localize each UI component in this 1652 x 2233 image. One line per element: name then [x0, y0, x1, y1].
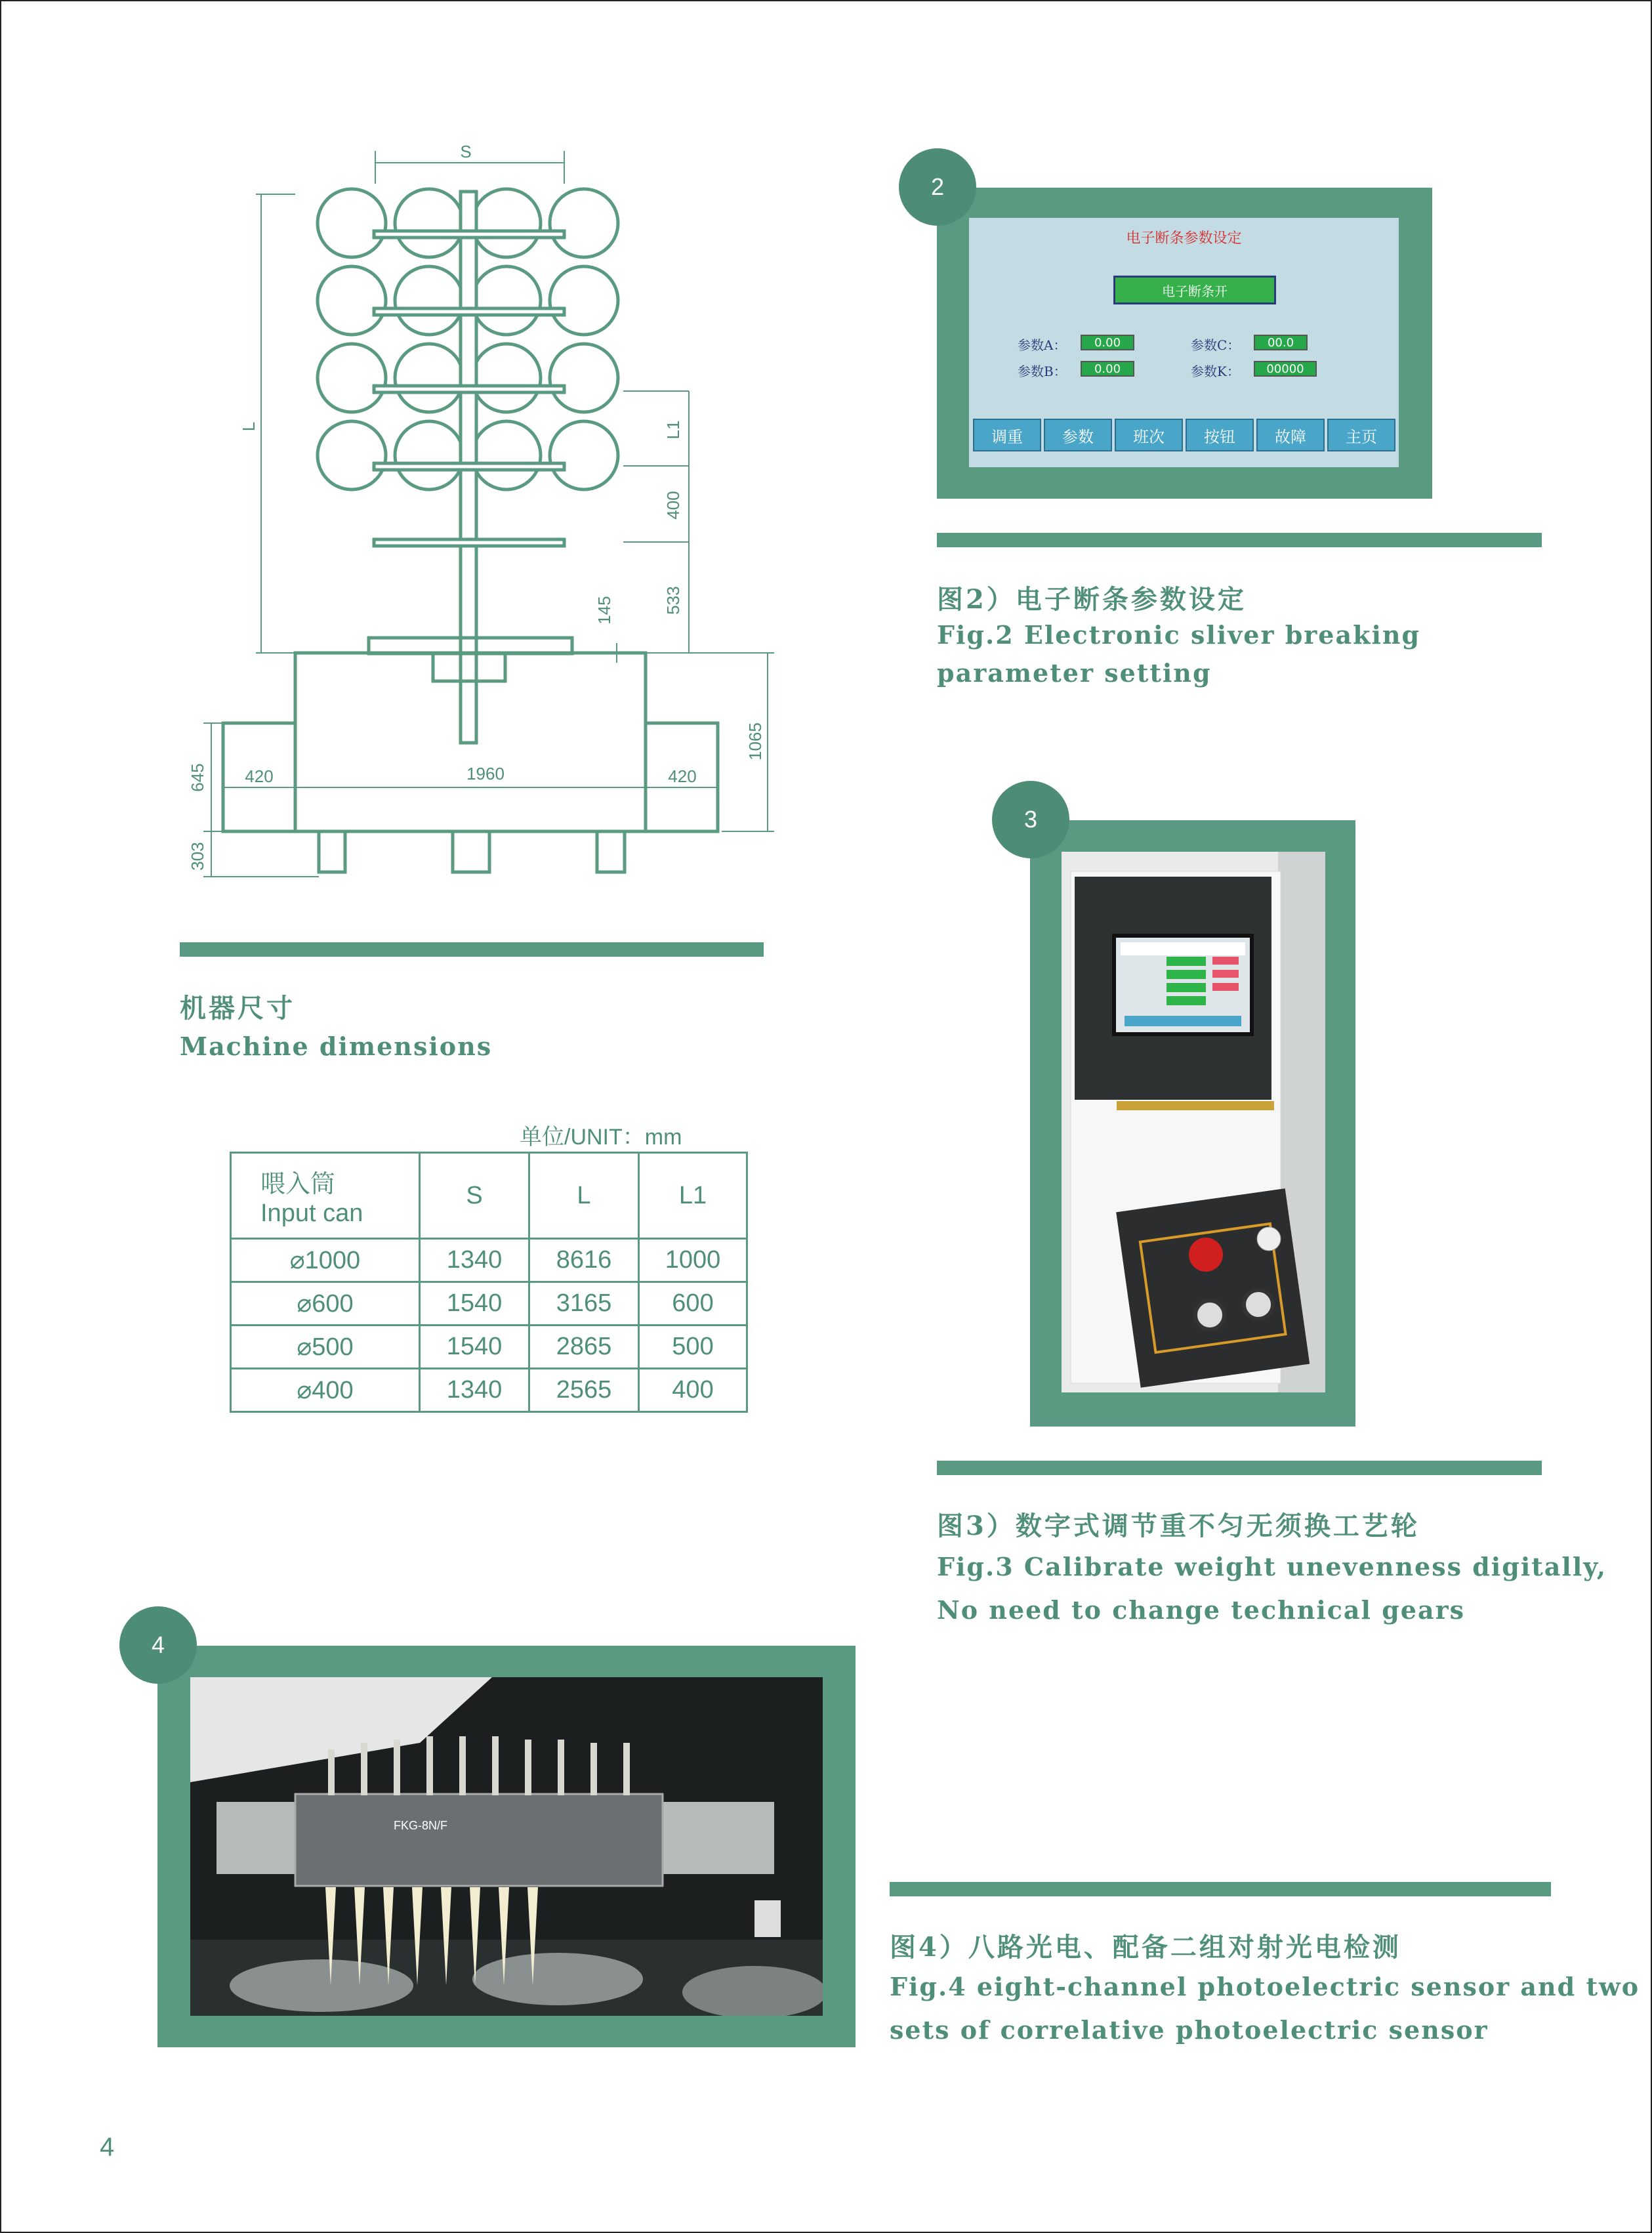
hmi-btn-home[interactable]: 主页 [1327, 419, 1395, 451]
fig4-badge: 4 [119, 1606, 197, 1684]
header-input-can-en: Input can [260, 1200, 363, 1227]
machine-dimension-diagram [164, 131, 820, 892]
diagram-caption-cn: 机器尺寸 [180, 993, 295, 1024]
hmi-btn-shift[interactable]: 班次 [1115, 419, 1183, 451]
header-l1: L1 [639, 1153, 747, 1239]
fig2-caption-en-2: parameter setting [937, 658, 1212, 688]
fig3-caption-en-2: No need to change technical gears [937, 1595, 1465, 1625]
param-b-label: 参数B： [1018, 364, 1067, 379]
fig2-divider [937, 533, 1542, 547]
header-s: S [420, 1153, 529, 1239]
table-row: ⌀600 1540 3165 600 [231, 1282, 747, 1325]
fig3-caption-cn: 图3）数字式调节重不匀无须换工艺轮 [937, 1511, 1420, 1541]
dim-420-left: 420 [245, 766, 274, 786]
dim-303: 303 [188, 842, 207, 871]
hmi-btn-fault[interactable]: 故障 [1256, 419, 1325, 451]
fig4-caption-cn: 图4）八路光电、配备二组对射光电检测 [890, 1932, 1401, 1963]
fig3-caption-en-1: Fig.3 Calibrate weight unevenness digitally, [937, 1552, 1607, 1581]
hmi-toggle-button[interactable]: 电子断条开 [1113, 276, 1276, 304]
param-k-field[interactable]: 00000 [1254, 361, 1317, 377]
fig3-divider [937, 1461, 1542, 1475]
fig4-caption-en-2: sets of correlative photoelectric sensor [890, 2015, 1489, 2045]
hmi-btn-params[interactable]: 参数 [1044, 419, 1112, 451]
dim-l1: L1 [663, 420, 683, 440]
fig2-hmi-screen [969, 218, 1399, 467]
fig3-badge: 3 [992, 781, 1069, 858]
hmi-btn-buttons[interactable]: 按钮 [1186, 419, 1254, 451]
dim-s: S [460, 142, 472, 161]
diagram-divider [180, 942, 764, 957]
dim-1065: 1065 [745, 722, 765, 761]
table-header-row [231, 1153, 747, 1239]
dim-400: 400 [663, 491, 683, 520]
dimension-table [230, 1152, 748, 1413]
fig2-badge: 2 [899, 148, 976, 226]
fig4-caption-en-1: Fig.4 eight-channel photoelectric sensor and two [890, 1972, 1640, 2001]
header-l: L [529, 1153, 639, 1239]
sensor-illustration [190, 1677, 823, 2016]
param-c-label: 参数C： [1191, 337, 1241, 353]
dim-420-right: 420 [668, 766, 697, 786]
dim-1960: 1960 [466, 764, 505, 783]
param-c-field[interactable]: 00.0 [1254, 335, 1308, 350]
device-label: FKG-8N/F [394, 1819, 448, 1832]
fig4-photo [190, 1677, 823, 2016]
fig2-caption-en-1: Fig.2 Electronic sliver breaking [937, 620, 1421, 650]
fig2-caption-cn: 图2）电子断条参数设定 [937, 584, 1247, 615]
param-k-label: 参数K： [1191, 364, 1240, 379]
table-row: ⌀1000 1340 8616 1000 [231, 1239, 747, 1282]
control-panel-illustration [1062, 852, 1325, 1392]
table-row: ⌀400 1340 2565 400 [231, 1369, 747, 1412]
param-a-label: 参数A： [1018, 337, 1067, 353]
page-number: 4 [100, 2133, 115, 2161]
diagram-caption-en: Machine dimensions [180, 1032, 493, 1061]
dim-645: 645 [188, 763, 207, 792]
hmi-title: 电子断条参数设定 [1126, 230, 1242, 247]
param-a-field[interactable]: 0.00 [1081, 335, 1134, 350]
fig3-photo [1062, 852, 1325, 1392]
dim-l: L [239, 421, 258, 432]
unit-label: 单位/UNIT：mm [520, 1125, 682, 1150]
table-row: ⌀500 1540 2865 500 [231, 1325, 747, 1369]
hmi-btn-weight[interactable]: 调重 [973, 419, 1041, 451]
fig4-divider [890, 1882, 1551, 1896]
header-input-can [231, 1153, 420, 1239]
dim-145: 145 [594, 596, 614, 625]
header-input-can-cn: 喂入筒 [260, 1171, 336, 1198]
param-b-field[interactable]: 0.00 [1081, 361, 1134, 377]
dim-533: 533 [663, 586, 683, 615]
